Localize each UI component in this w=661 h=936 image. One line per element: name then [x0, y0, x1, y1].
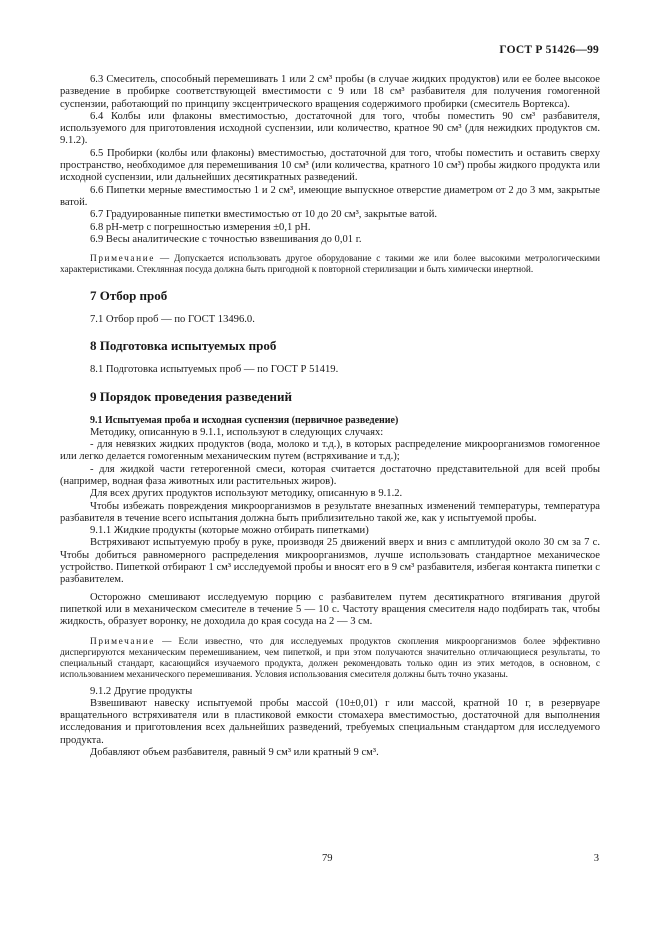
paragraph-6-9: 6.9 Весы аналитические с точностью взвешивания до 0,01 г. — [90, 233, 362, 245]
list-item-heterogeneous-mix: - для жидкой части гетерогенной смеси, которая считается достаточно представительной для всей пробы (например, водная фаза животных или растительных жиров). — [60, 463, 600, 487]
note-label: Примечание — [90, 254, 155, 265]
note-dispersion — [60, 637, 600, 681]
paragraph-weighing: Взвешивают навеску испытуемой пробы массой (10±0,01) г или массой, кратной 10 г, в резервуаре вращательного встряхивателя или в пластиковой емкости стомахера вместимостью, достаточной для выполнения исследования и приготовления всех дальнейших разведений, требуемых специальным стандартом для исследуемого продукта. — [60, 697, 600, 746]
paragraph-7-1: 7.1 Отбор проб — по ГОСТ 13496.0. — [90, 314, 255, 326]
paragraph-9-1-1: 9.1.1 Жидкие продукты (которые можно отбирать пипетками) — [90, 525, 369, 537]
paragraph-6-5: 6.5 Пробирки (колбы или флаконы) вместимостью, достаточной для того, чтобы поместить и оставить сверху пространство, необходимое для перемешивания 10 см³ (или количества, кратного 10 см³) пробы жидкого продукта или исходной суспензии, или дальнейших десятикратных разведений. — [60, 147, 600, 184]
section-7-heading: 7 Отбор проб — [90, 288, 168, 304]
paragraph-6-6: 6.6 Пипетки мерные вместимостью 1 и 2 см³, имеющие выпускное отверстие диаметром от 2 до 3 мм, закрытые ватой. — [60, 184, 600, 208]
note-text: — Допускается использовать другое оборудование с такими же или более высокими метрологическими характеристиками. Стеклянная посуда должна быть пригодной к повторной стерилизации и быть химически инертной. — [60, 254, 600, 276]
note-text: — Если известно, что для исследуемых продуктов скопления микроорганизмов более эффективно диспергируются механическим перемешиванием, чем пипеткой, и при этом получаются значительно отличающиеся результаты, то специальный стандарт, касающийся изучаемого продукта, должен рекомендовать только один из этих методов, в основном, с использованием механического перемешивания. Условия использования смесителя должны быть точно указаны. — [60, 636, 600, 680]
standard-header: ГОСТ Р 51426—99 — [499, 44, 599, 56]
paragraph-6-3: 6.3 Смеситель, способный перемешивать 1 или 2 см³ пробы (в случае жидких продуктов) или ее более высокое разведение в пробирке соответствующей вместимости с 9 или 18 см³ разбавителя для получения гомогенной суспензии, работающий по принципу эксцентрического вращения содержимого пробирки (смеситель Вортекса). — [60, 74, 600, 110]
paragraph-shaking: Встряхивают испытуемую пробу в руке, производя 25 движений вверх и вниз с амплитудой около 30 см за 7 с. Чтобы добиться равномерного распределения микроорганизмов, лучше использовать стандартное механическое устройство. Пипеткой отбирают 1 см³ исследуемой пробы и вносят его в 9 см³ разбавителя, избегая контакта пипетки с разбавителем. — [60, 537, 600, 586]
paragraph-8-1: 8.1 Подготовка испытуемых проб — по ГОСТ Р 51419. — [90, 364, 339, 376]
section-9-heading: 9 Порядок проведения разведений — [90, 388, 292, 404]
paragraph-mixing: Осторожно смешивают исследуемую порцию с разбавителем путем десятикратного втягивания другой пипеткой или в механическом смесителе в течение 5 — 10 с. Частоту вращения смесителя надо подбирать так, чтобы жидкость, образует воронку, не доходила до края сосуда на 2 — 3 см. — [60, 591, 600, 628]
section-8-heading: 8 Подготовка испытуемых проб — [90, 338, 277, 354]
paragraph-diluent: Добавляют объем разбавителя, равный 9 см³ или кратный 9 см³. — [90, 746, 379, 758]
paragraph-9-1-2: 9.1.2 Другие продукты — [90, 685, 193, 697]
paragraph-6-7: 6.7 Градуированные пипетки вместимостью от 10 до 20 см³, закрытые ватой. — [90, 209, 438, 221]
paragraph-temperature: Чтобы избежать повреждения микроорганизмов в результате внезапных изменений температуры, температура разбавителя в течение всего испытания должна быть приблизительно такой же, как у испытуемой пробы. — [60, 500, 600, 524]
note-label: Примечание — [90, 636, 155, 647]
folio-number: 79 — [322, 853, 333, 864]
paragraph-other-products: Для всех других продуктов используют методику, описанную в 9.1.2. — [90, 488, 403, 500]
note-equipment — [60, 254, 600, 276]
paragraph-6-4: 6.4 Колбы или флаконы вместимостью, достаточной для того, чтобы поместить 90 см³ разбавителя, используемого для приготовления исходной суспензии, или количество, кратное 90 см³ (для нежидких продуктов см. 9.1.2). — [60, 110, 600, 147]
paragraph-methodology: Методику, описанную в 9.1.1, используют в следующих случаях: — [90, 426, 384, 438]
list-item-liquid-products: - для невязких жидких продуктов (вода, молоко и т.д.), в которых распределение микроорганизмов гомогенное или легко делается гомогенным механическим путем (встряхивание и т.д.); — [60, 439, 600, 463]
subsection-9-1-heading: 9.1 Испытуемая проба и исходная суспензия (первичное разведение) — [90, 414, 399, 426]
page-number: 3 — [593, 853, 599, 864]
document-body — [60, 74, 600, 759]
paragraph-6-8: 6.8 pH-метр с погрешностью измерения ±0,1 pH. — [90, 221, 311, 233]
